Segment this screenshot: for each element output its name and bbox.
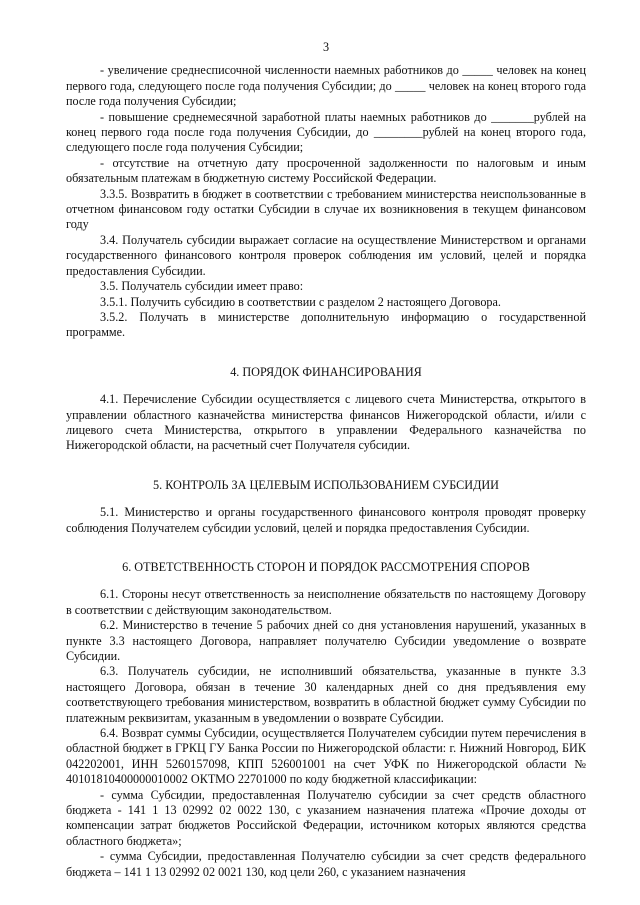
para-5-1: 5.1. Министерство и органы государственного финансового контроля проводят проверку соблюдения Получателем субсидии условий, целей и порядка предоставления Субсидии.: [66, 505, 586, 535]
para-6-3: 6.3. Получатель субсидии, не исполнивший обязательства, указанные в пункте 3.3 настоящего Договора, обязан в течение 30 календарных дней со дня предъявления ему соответствующего требования министерством, возвратить в областной бюджет сумму Субсидии по платежным реквизитам, указанным в уведомлении о возврате Субсидии.: [66, 664, 586, 725]
para-3-5-2: 3.5.2. Получать в министерстве дополнительную информацию о государственной программе.: [66, 309, 586, 340]
document-body: [66, 63, 586, 880]
para-6-4: 6.4. Возврат суммы Субсидии, осуществляется Получателем субсидии путем перечисления в областной бюджет в ГРКЦ ГУ Банка России по Нижегородской области: г. Нижний Новгород, БИК 042202001, ИНН 5260157098, КПП 526001001 на счет УФК по Нижегородской области № 40101810400000010002 ОКТМО 22701000 по коду бюджетной классификации:: [66, 726, 586, 787]
para-4-1: 4.1. Перечисление Субсидии осуществляется с лицевого счета Министерства, открытого в управлении областного казначейства министерства финансов Нижегородской области, и/или с лицевого счета Министерства, открытого в управлении Федерального казначейства по Нижегородской области, на расчетный счет Получателя субсидии.: [66, 392, 586, 453]
para-no-debt: - отсутствие на отчетную дату просроченной задолженности по налоговым и иным обязательным платежам в бюджетную систему Российской Федерации.: [66, 155, 586, 186]
para-6-1: 6.1. Стороны несут ответственность за неисполнение обязательств по настоящему Договору в соответствии с действующим законодательством.: [66, 587, 586, 617]
para-regional-budget: - сумма Субсидии, предоставленная Получателю субсидии за счет средств областного бюджета - 141 1 13 02992 02 0022 130, с указанием назначения платежа «Прочие доходы от компенсации затрат бюджетов Российской Федерации, источником которых являются средства областного бюджета»;: [66, 787, 586, 848]
para-3-3-5: 3.3.5. Возвратить в бюджет в соответствии с требованием министерства неиспользованные в отчетном финансовом году остатки Субсидии в случае их возникновения в текущем финансовом году: [66, 186, 586, 232]
page-number: 3: [322, 40, 330, 54]
heading-section-4: 4. ПОРЯДОК ФИНАНСИРОВАНИЯ: [230, 364, 422, 379]
heading-section-6: 6. ОТВЕТСТВЕННОСТЬ СТОРОН И ПОРЯДОК РАССМОТРЕНИЯ СПОРОВ: [122, 559, 530, 574]
para-employees: - увеличение среднесписочной численности наемных работников до _____ человек на конец первого года, следующего после года получения Субсидии; до _____ человек на конец второго года после года получения Субсидии;: [66, 63, 586, 109]
para-6-2: 6.2. Министерство в течение 5 рабочих дней со дня установления нарушений, указанных в пункте 3.3 настоящего Договора, направляет получателю Субсидии уведомление о возврате Субсидии.: [66, 618, 586, 663]
para-3-4: 3.4. Получатель субсидии выражает согласие на осуществление Министерством и органами государственного финансового контроля проверок соблюдения им условий, целей и порядка предоставления Субсидии.: [66, 232, 586, 278]
para-federal-budget: - сумма Субсидии, предоставленная Получателю субсидии за счет средств федерального бюджета – 141 1 13 02992 02 0021 130, код цели 260, с указанием назначения: [66, 849, 586, 879]
para-3-5-1: 3.5.1. Получить субсидию в соответствии с разделом 2 настоящего Договора.: [100, 294, 501, 309]
para-wages: - повышение среднемесячной заработной платы наемных работников до _______рублей на конец первого года после года получения Субсидии, до ________рублей на конец второго года, следующего после года получения Субсидии;: [66, 109, 586, 155]
heading-section-5: 5. КОНТРОЛЬ ЗА ЦЕЛЕВЫМ ИСПОЛЬЗОВАНИЕМ СУБСИДИИ: [153, 477, 499, 492]
para-3-5: 3.5. Получатель субсидии имеет право:: [100, 279, 304, 294]
